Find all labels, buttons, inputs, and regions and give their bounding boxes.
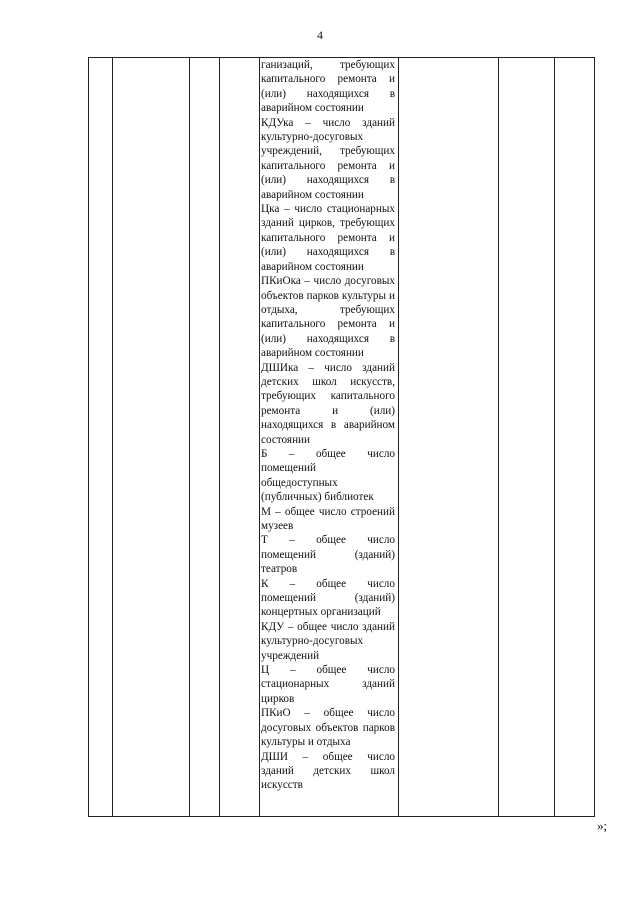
description-line: КДУка – число зданий культурно-досуговых учреждений, требующих капитального ремонта и (или) находящихся в аварийном состоянии — [261, 116, 395, 201]
column-border — [498, 58, 499, 816]
column-border — [219, 58, 220, 816]
description-line: Т – общее число помещений (зданий) театров — [261, 534, 395, 576]
description-line: ганизаций, требующих капитального ремонта и (или) находящихся в аварийном состоянии — [261, 59, 395, 115]
column-border — [554, 58, 555, 816]
column-border — [189, 58, 190, 816]
description-line: К – общее число помещений (зданий) концертных организаций — [261, 577, 395, 619]
description-line: ДШИка – число зданий детских школ искусств, требующих капитального ремонта и (или) находящихся в аварийном состоянии — [261, 361, 395, 446]
table-continuation — [88, 57, 595, 817]
column-border — [88, 58, 89, 816]
description-line: Б – общее число помещений общедоступных (публичных) библиотек — [261, 447, 395, 504]
column-border — [398, 58, 399, 816]
description-line: ПКиО – общее число досуговых объектов парков культуры и отдыха — [261, 707, 395, 749]
description-line: Цка – число стационарных зданий цирков, требующих капитального ремонта и (или) находящихся в аварийном состоянии — [261, 203, 395, 273]
description-line: М – общее число строений музеев — [261, 505, 395, 532]
page-number: 4 — [317, 28, 323, 42]
description-line: КДУ – общее число зданий культурно-досуговых учреждений — [261, 620, 395, 662]
formula-variable-descriptions — [261, 58, 395, 793]
description-line: ПКиОка – число досуговых объектов парков культуры и отдыха, требующих капитального ремонта и (или) находящихся в аварийном состоянии — [261, 275, 395, 360]
column-border — [594, 58, 595, 816]
closing-quote-mark: »; — [597, 818, 608, 833]
column-border — [112, 58, 113, 816]
description-line: Ц – общее число стационарных зданий цирков — [261, 664, 395, 705]
description-line: ДШИ – общее число зданий детских школ искусств — [261, 750, 395, 792]
column-border — [259, 58, 260, 816]
